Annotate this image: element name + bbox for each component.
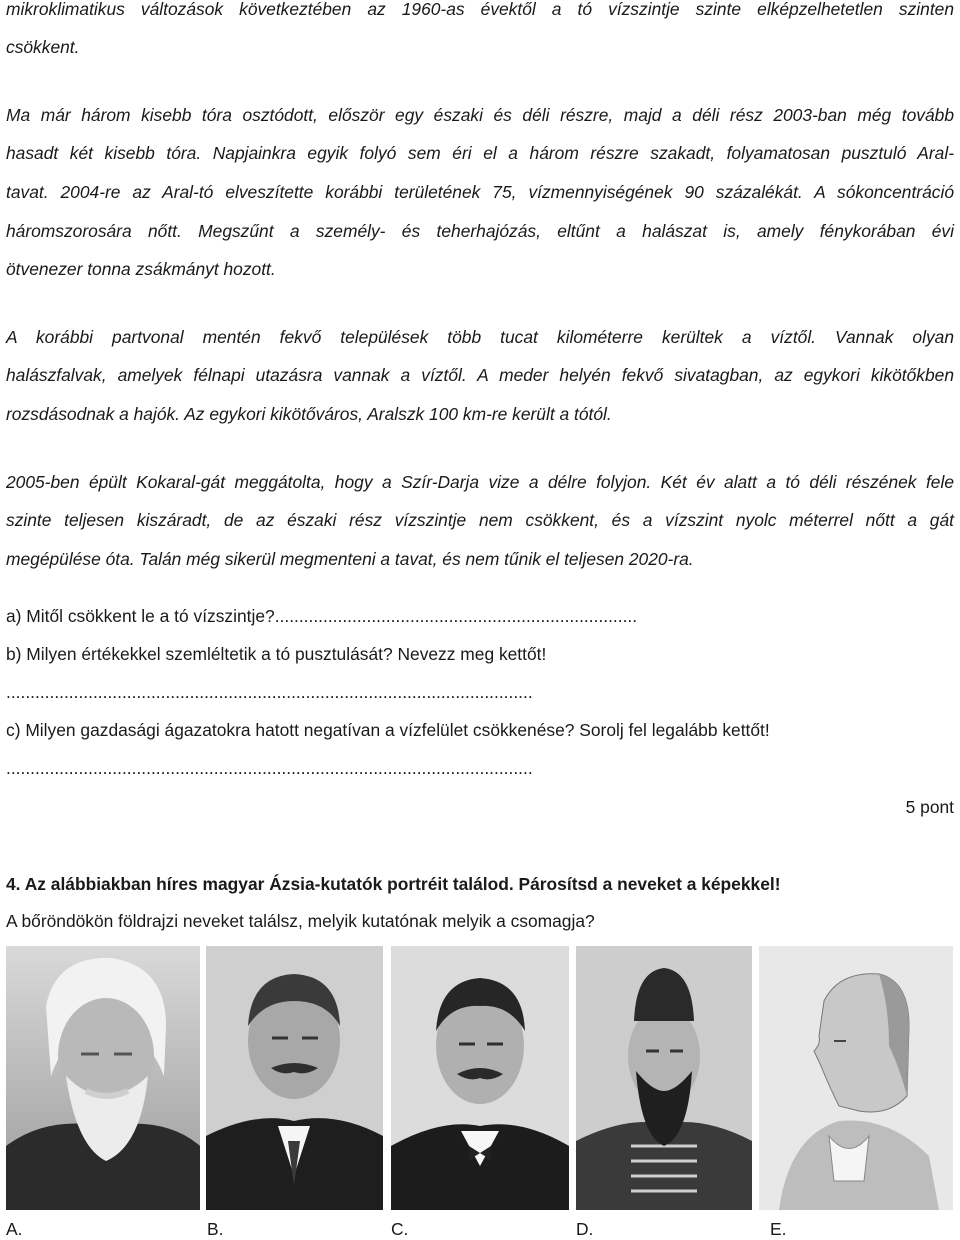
portrait-b-image (206, 946, 383, 1210)
portrait-b-label: B. (207, 1219, 224, 1239)
paragraph-1-line-1: mikroklimatikus változások következtében az 1960-as évektől a tó vízszintje szinte elképzelhetetlen szinten (6, 0, 954, 19)
task-4-title: 4. Az alábbiakban híres magyar Ázsia-kutatók portréit találod. Párosítsd a neveket a képekkel! (6, 874, 781, 894)
paragraph-2-line-3: tavat. 2004-re az Aral-tó elveszítette korábbi területének 75, vízmennyiségének 90 százalékát. A sókoncentráció (6, 182, 954, 202)
paragraph-4-line-2: szinte teljesen kiszáradt, de az északi rész vízszintje nem csökkent, és a vízszint nyolc méterrel nőtt a gát (6, 510, 954, 530)
paragraph-4-line-1: 2005-ben épült Kokaral-gát meggátolta, hogy a Szír-Darja vize a délre folyjon. Két év alatt a tó déli részének fele (6, 472, 954, 492)
portrait-c-label: C. (391, 1219, 409, 1239)
paragraph-2-line-1: Ma már három kisebb tóra osztódott, először egy északi és déli részre, majd a déli rész 2003-ban még tovább (6, 105, 954, 125)
portrait-e-image (759, 946, 953, 1210)
portrait-a-label: A. (6, 1219, 23, 1239)
task-4-subtitle: A bőröndökön földrajzi neveket találsz, melyik kutatónak melyik a csomagja? (6, 911, 595, 931)
portrait-d-label: D. (576, 1219, 594, 1239)
paragraph-3-line-1: A korábbi partvonal mentén fekvő települések több tucat kilométerre kerültek a víztől. Vannak olyan (6, 327, 954, 347)
points-label: 5 pont (905, 797, 954, 817)
paragraph-3-line-3: rozsdásodnak a hajók. Az egykori kikötőváros, Aralszk 100 km-re került a tótól. (6, 404, 612, 424)
paragraph-2-line-2: hasadt két kisebb tóra. Napjainkra egyik folyó sem éri el a három részre szakadt, folyamatosan pusztuló Aral- (6, 143, 954, 163)
answer-line-b[interactable]: ............................................................................................................. (6, 682, 533, 702)
question-a: a) Mitől csökkent le a tó vízszintje?........................................................................... (6, 606, 638, 626)
portrait-a-image (6, 946, 200, 1210)
portrait-d-image (576, 946, 752, 1210)
portrait-gallery (0, 946, 960, 1210)
answer-line-c[interactable]: ............................................................................................................. (6, 758, 533, 778)
question-c: c) Milyen gazdasági ágazatokra hatott negatívan a vízfelület csökkenése? Sorolj fel legalább kettőt! (6, 720, 770, 740)
paragraph-1-line-2: csökkent. (6, 37, 80, 57)
question-b: b) Milyen értékekkel szemléltetik a tó pusztulását? Nevezz meg kettőt! (6, 644, 547, 664)
paragraph-4-line-3: megépülése óta. Talán még sikerül megmenteni a tavat, és nem tűnik el teljesen 2020-ra. (6, 549, 694, 569)
portrait-e-label: E. (770, 1219, 787, 1239)
portrait-c-image (391, 946, 569, 1210)
paragraph-2-line-4: háromszorosára nőtt. Megszűnt a személy- és teherhajózás, eltűnt a halászat is, amely fénykorában évi (6, 221, 954, 241)
paragraph-2-line-5: ötvenezer tonna zsákmányt hozott. (6, 259, 276, 279)
paragraph-3-line-2: halászfalvak, amelyek félnapi utazásra vannak a víztől. A meder helyén fekvő sivatagban, az egykori kikötőkben (6, 365, 954, 385)
